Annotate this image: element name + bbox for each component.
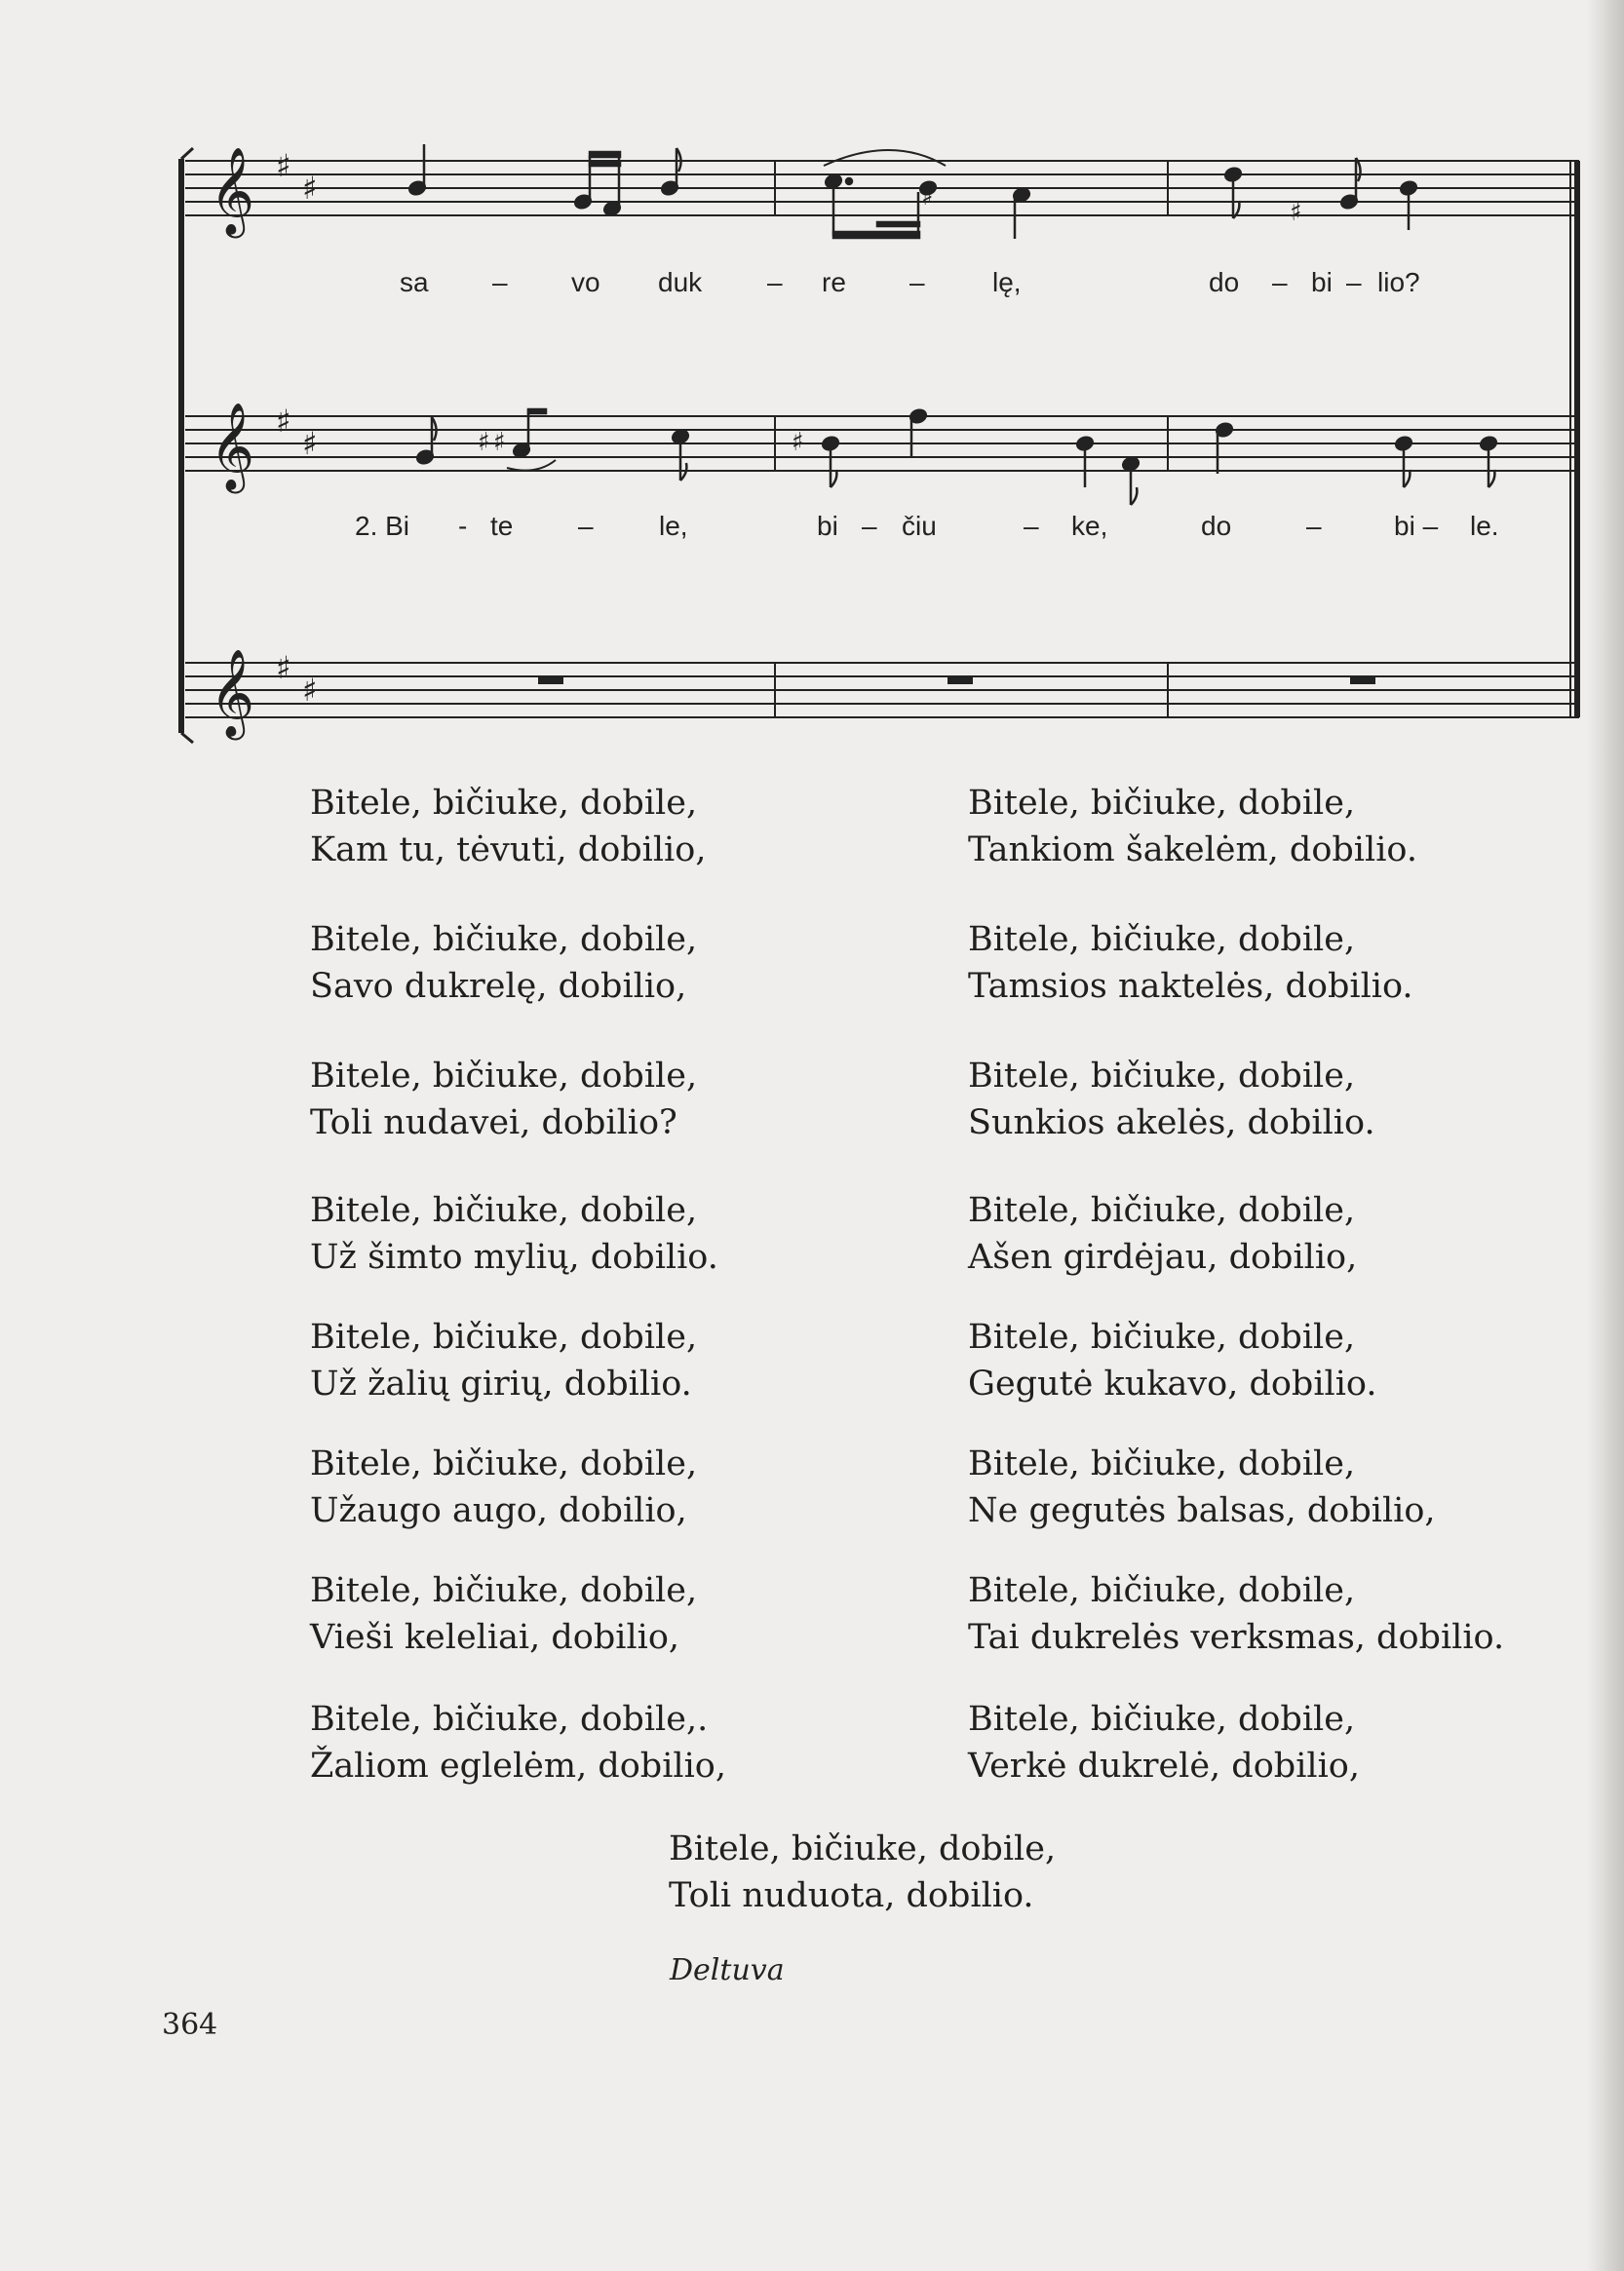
verse-line: Bitele, bičiuke, dobile,. (310, 1700, 709, 1739)
sharp-icon: ♯ (493, 428, 506, 457)
lyric-syllable: le. (1470, 511, 1499, 541)
sharp-icon: ♯ (1290, 198, 1302, 227)
verse-line: Bitele, bičiuke, dobile, (968, 1571, 1356, 1610)
sharp-icon: ♯ (921, 182, 934, 212)
verse (310, 1314, 697, 1407)
lyric-hyphen: – (1272, 267, 1288, 297)
staff-3 (185, 663, 1579, 717)
verse-line: Užaugo augo, dobilio, (310, 1491, 687, 1530)
verse (310, 1567, 697, 1661)
verse-line: Bitele, bičiuke, dobile, (968, 1318, 1356, 1357)
verse-line: Tankiom šakelėm, dobilio. (968, 830, 1417, 869)
lyric-hyphen: – (1306, 511, 1322, 541)
verse-line: Bitele, bičiuke, dobile, (968, 1444, 1356, 1483)
lyric-hyphen: - (458, 511, 468, 541)
sharp-icon: ♯ (302, 425, 318, 462)
verse-line: Už šimto mylių, dobilio. (310, 1238, 718, 1277)
verse-line: Bitele, bičiuke, dobile, (310, 1571, 698, 1610)
staff-1-notes (407, 144, 1417, 239)
lyric-syllable: do (1201, 511, 1232, 541)
source-location: Deltuva (670, 1953, 785, 1987)
verse (968, 1696, 1360, 1790)
sharp-icon: ♯ (276, 649, 291, 686)
lyric-syllable: re (822, 267, 846, 297)
verse-line: Toli nudavei, dobilio? (310, 1103, 677, 1142)
verse-line: Bitele, bičiuke, dobile, (968, 784, 1356, 823)
page-number: 364 (162, 2008, 218, 2042)
lyric-syllable: čiu (902, 511, 937, 541)
verse-line: Kam tu, tėvuti, dobilio, (310, 830, 707, 869)
verse-line: Bitele, bičiuke, dobile, (310, 1057, 698, 1096)
treble-clef-icon: 𝄞 (210, 403, 255, 490)
lyric-syllable: bi – (1394, 511, 1439, 541)
lyric-hyphen: – (862, 511, 877, 541)
verse-line: Žaliom eglelėm, dobilio, (310, 1747, 726, 1786)
verse-line: Vieši keleliai, dobilio, (310, 1618, 680, 1657)
verse-line: Bitele, bičiuke, dobile, (669, 1829, 1057, 1868)
verse (310, 916, 697, 1010)
lyric-syllable: te (490, 511, 514, 541)
verse-line: Gegutė kukavo, dobilio. (968, 1365, 1377, 1404)
verse-line: Bitele, bičiuke, dobile, (968, 920, 1356, 959)
verse (968, 1314, 1377, 1407)
lyric-hyphen: – (1024, 511, 1039, 541)
verse-line: Ašen girdėjau, dobilio, (968, 1238, 1358, 1277)
lyric-syllable: vo (571, 267, 600, 297)
verse (968, 1053, 1375, 1146)
verse-line: Tai dukrelės verksmas, dobilio. (968, 1618, 1505, 1657)
verse (968, 780, 1417, 873)
lyric-syllable: le, (659, 511, 688, 541)
verse-line: Bitele, bičiuke, dobile, (968, 1191, 1356, 1230)
verse (310, 780, 706, 873)
lyric-hyphen: – (578, 511, 594, 541)
barlines (775, 161, 1577, 717)
verse (310, 1696, 726, 1790)
lyric-syllable: sa (400, 267, 429, 297)
lyric-syllable: do (1209, 267, 1240, 297)
verse-line: Bitele, bičiuke, dobile, (310, 1444, 698, 1483)
verse-line: Bitele, bičiuke, dobile, (310, 1191, 698, 1230)
verse (968, 1187, 1357, 1281)
verse-line: Tamsios naktelės, dobilio. (968, 967, 1413, 1006)
sharp-icon: ♯ (276, 403, 291, 440)
verse-line: Bitele, bičiuke, dobile, (968, 1057, 1356, 1096)
verse (968, 1567, 1504, 1661)
treble-clef-icon: 𝄞 (210, 649, 255, 737)
verse-line: Verkė dukrelė, dobilio, (968, 1747, 1360, 1786)
verse (968, 1441, 1436, 1534)
sharp-icon: ♯ (302, 170, 318, 207)
verse (310, 1187, 718, 1281)
verse-line: Savo dukrelę, dobilio, (310, 967, 687, 1006)
verse-line: Bitele, bičiuke, dobile, (968, 1700, 1356, 1739)
lyric-syllable: duk (658, 267, 703, 297)
lyric-syllable: bi (817, 511, 838, 541)
verse (310, 1053, 697, 1146)
verse-line: Bitele, bičiuke, dobile, (310, 1318, 698, 1357)
lyric-syllable: ke, (1071, 511, 1108, 541)
verse-line: Sunkios akelės, dobilio. (968, 1103, 1375, 1142)
verse-line: Ne gegutės balsas, dobilio, (968, 1491, 1436, 1530)
lyric-syllable: bi (1311, 267, 1333, 297)
lyric-syllable: lio? (1377, 267, 1420, 297)
sharp-icon: ♯ (792, 428, 804, 457)
verse-line: Už žalių girių, dobilio. (310, 1365, 692, 1404)
verse-line: Bitele, bičiuke, dobile, (310, 784, 698, 823)
verse (310, 1441, 697, 1534)
sharp-icon: ♯ (478, 428, 490, 457)
lyric-hyphen: – (492, 267, 508, 297)
music-score (0, 0, 1624, 780)
lyric-hyphen: – (909, 267, 925, 297)
lyric-syllable: 2. Bi (355, 511, 410, 541)
lyric-hyphen: – (1346, 267, 1362, 297)
lyric-hyphen: – (767, 267, 783, 297)
lyric-syllable: lę, (992, 267, 1022, 297)
final-verse (669, 1826, 1056, 1919)
staff-1 (185, 161, 1579, 215)
staff-3-rests (538, 676, 1375, 684)
verse-line: Bitele, bičiuke, dobile, (310, 920, 698, 959)
staff-2 (185, 416, 1579, 471)
sharp-icon: ♯ (276, 147, 291, 184)
sharp-icon: ♯ (302, 672, 318, 709)
verse (968, 916, 1413, 1010)
verse-line: Toli nuduota, dobilio. (669, 1876, 1034, 1915)
treble-clef-icon: 𝄞 (210, 147, 255, 235)
